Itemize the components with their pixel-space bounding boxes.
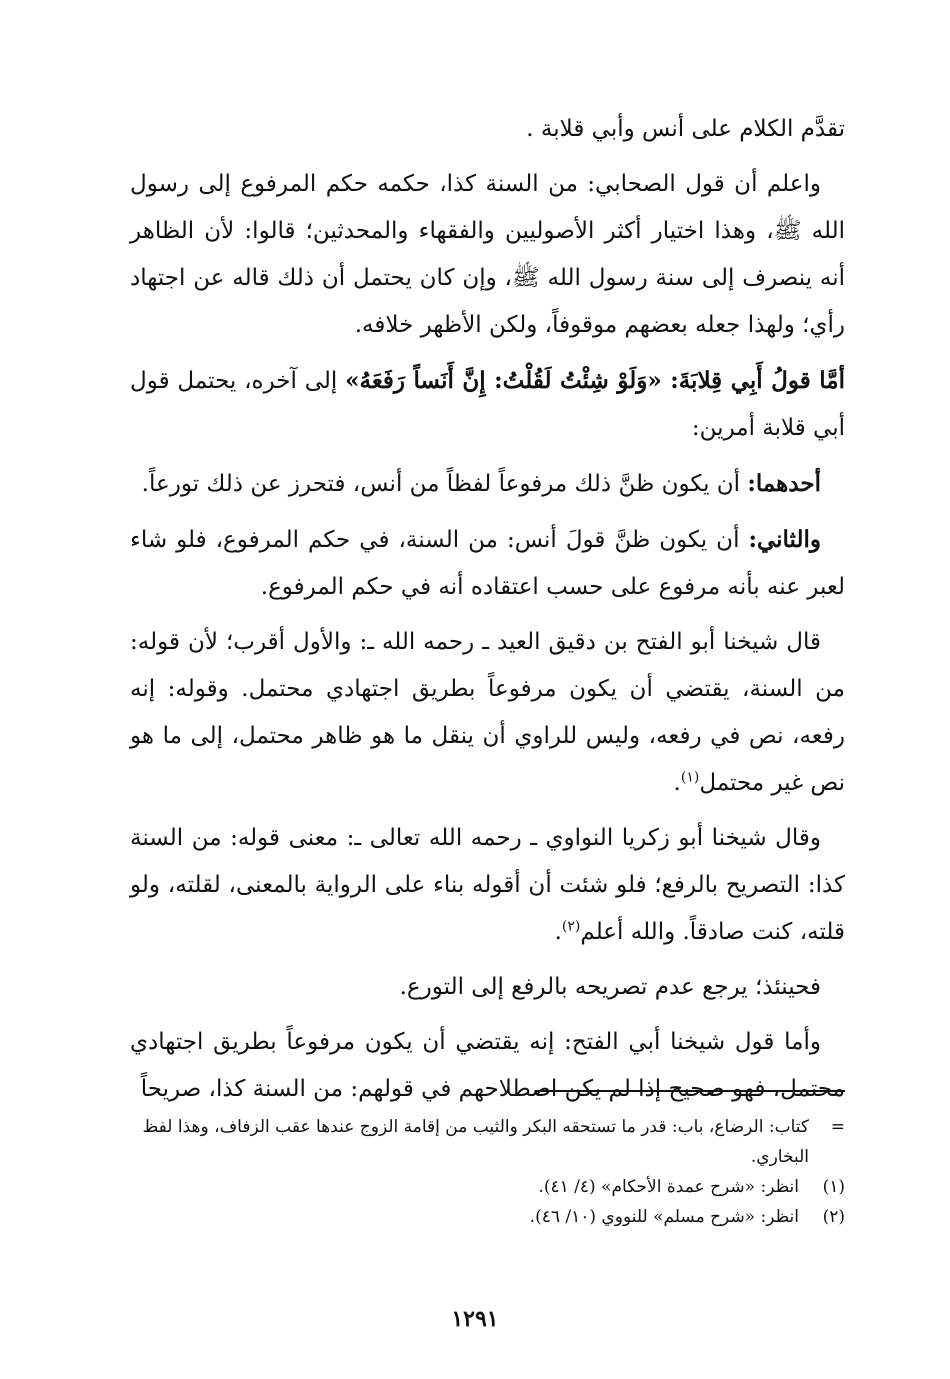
paragraph: [130, 619, 845, 807]
footnote-text: كتاب: الرضاع، باب: قدر ما تستحقه البكر والثيب من إقامة الزوج عندها عقب الزفاف، وهذا لفظ البخاري.: [142, 1117, 809, 1167]
footnote-ref[interactable]: (٢): [561, 918, 581, 935]
paragraph-text: إلى آخره، يحتمل قول أبي قلابة أمرين:: [130, 368, 845, 441]
page-number: ١٢٩١: [451, 1306, 499, 1332]
paragraph-text: أن يكون ظنَّ قولَ أنس: من السنة، في حكم المرفوع، فلو شاء لعبر عنه بأنه مرفوع على حسب اعتقاده أنه في حكم المرفوع.: [130, 527, 845, 600]
footnotes: [105, 1112, 845, 1232]
footnote-ref[interactable]: (١): [680, 769, 700, 786]
footnote: [105, 1112, 845, 1172]
paragraph: وأما قول شيخنا أبي الفتح: إنه يقتضي أن يكون مرفوعاً بطريق اجتهادي محتمل، فهو صحيح إذا لم يكن اصطلاحهم في قولهم: من السنة كذا، صريحاً: [130, 1029, 845, 1102]
paragraph-lead: والثاني:: [748, 526, 821, 553]
paragraph-text: وقال شيخنا أبو زكريا النواوي ـ رحمه الله تعالى ـ: معنى قوله: من السنة كذا: التصريح بالرفع؛ فلو شئت أن أقوله بناء على الرواية بالمعنى، لقلته، ولو قلته، كنت صادقاً. والله أعلم: [130, 825, 845, 945]
paragraph: واعلم أن قول الصحابي: من السنة كذا، حكمه حكم المرفوع إلى رسول الله ﷺ، وهذا اختيار أكثر الأصوليين والفقهاء والمحدثين؛ قالوا: لأن الظاهر أنه ينصرف إلى سنة رسول الله ﷺ، وإن كان يحتمل أن ذلك قاله عن اجتهاد رأي؛ ولهذا جعله بعضهم موقوفاً، ولكن الأظهر خلافه.: [130, 171, 845, 338]
paragraph: فحينئذ؛ يرجع عدم تصريحه بالرفع إلى التورع.: [399, 974, 821, 1000]
paragraph: [130, 516, 845, 611]
footnote: [105, 1202, 845, 1232]
paragraph-text: قال شيخنا أبو الفتح بن دقيق العيد ـ رحمه الله ـ: والأول أقرب؛ لأن قوله: من السنة، يقتضي أن يكون مرفوعاً بطريق اجتهادي محتمل. وقوله: إنه رفعه، نص في رفعه، وليس للراوي أن ينقل ما هو ظاهر محتمل، إلى ما هو نص غير محتمل: [130, 629, 846, 796]
paragraph: [130, 357, 845, 452]
paragraph: [130, 460, 845, 508]
paragraph-end: .: [673, 770, 681, 796]
paragraph-end: .: [554, 919, 562, 945]
paragraph-text: أن يكون ظنَّ ذلك مرفوعاً لفظاً من أنس، فتحرز عن ذلك تورعاً.: [141, 471, 748, 497]
footnote-text: انظر: «شرح مسلم» للنووي (١٠/ ٤٦).: [529, 1207, 799, 1227]
footnote-mark: (٢): [822, 1207, 845, 1227]
footnote-mark: (١): [822, 1177, 845, 1197]
paragraph: تقدَّم الكلام على أنس وأبي قلابة .: [526, 116, 845, 142]
quoted-phrase: أمَّا قولُ أَبِي قِلابَةَ: «وَلَوْ شِئْتُ لَقُلْتُ: إِنَّ أَنَساً رَفَعَهُ»: [345, 367, 845, 394]
footnote-mark: =: [830, 1117, 845, 1137]
paragraph-lead: أحدهما:: [747, 470, 821, 497]
main-text: [130, 106, 845, 1113]
footnote: [105, 1172, 845, 1202]
paragraph: [130, 815, 845, 956]
footnote-divider: [535, 1090, 845, 1092]
footnote-text: انظر: «شرح عمدة الأحكام» (٤/ ٤١).: [538, 1177, 799, 1197]
